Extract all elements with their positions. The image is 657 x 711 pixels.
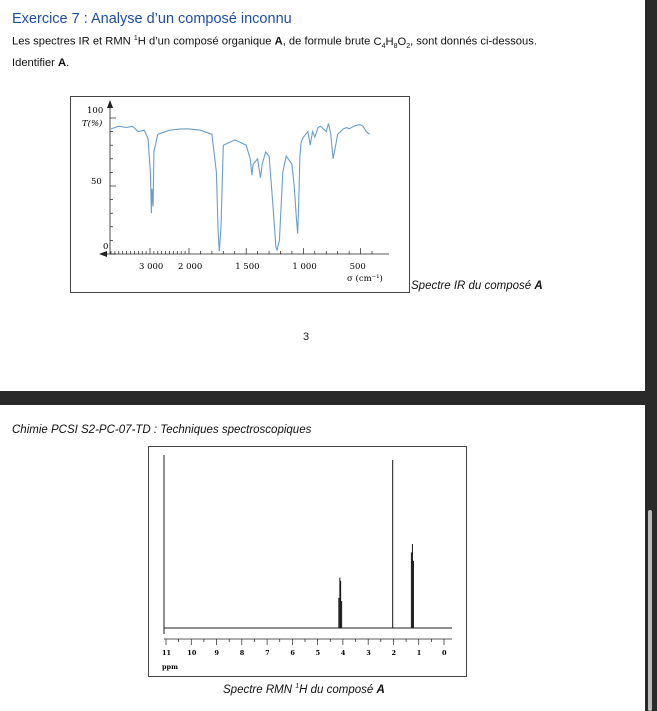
ir-transmittance-curve: [111, 123, 370, 251]
nmr-xtick-label: 1: [416, 649, 422, 657]
nmr-peaks: [339, 460, 414, 628]
nmr-xtick-label: 4: [340, 649, 346, 657]
molecular-formula: $C_4H_8O_2$: [373, 35, 411, 50]
intro-text: , de formule brute: [282, 35, 374, 48]
ir-xtick-label: 2 000: [178, 262, 203, 272]
intro-text: , sont donnés ci-dessous.: [410, 35, 537, 48]
intro-text: H d’un composé organique: [137, 35, 275, 48]
ir-y-axis-arrow: [107, 100, 113, 108]
nmr-xtick-label: 2: [391, 649, 397, 657]
ir-spectrum-figure: [70, 96, 410, 293]
nmr-xtick-label: 11: [162, 649, 172, 657]
nmr-xtick-label: 7: [265, 649, 270, 657]
ir-ylabel: T(%): [82, 119, 103, 129]
ir-xtick-label: 500: [349, 262, 366, 272]
nmr-xtick-label: 3: [366, 649, 371, 657]
nmr-xtick-label: 10: [187, 649, 197, 657]
ir-xlabel: σ (cm⁻¹): [347, 274, 383, 284]
nmr-x-ticks: [166, 639, 444, 645]
nmr-xlabel: ppm: [162, 663, 178, 671]
nmr-xtick-label: 0: [442, 649, 447, 657]
ir-xtick-label: 3 000: [139, 262, 164, 272]
document-page-2: [0, 405, 645, 711]
intro-superscript: 1: [133, 35, 138, 42]
ir-spectrum-chart: [71, 97, 409, 292]
nmr-spectrum-figure: [148, 446, 467, 677]
nmr-xtick-label: 6: [290, 649, 295, 657]
exercise-title: Exercice 7 : Analyse d’un composé inconnu: [12, 11, 292, 27]
exercise-statement: Les spectres IR et RMN $^1$H d’un composé organique A, de formule brute $C_4H_8O_2$, sont donnés ci-dessous. Identifier A.: [12, 35, 537, 69]
ir-x-ticks: [111, 248, 372, 254]
nmr-xtick-label: 8: [239, 649, 245, 657]
ir-ytick-100: 100: [87, 106, 104, 116]
ir-y-ticks: [110, 118, 116, 254]
vertical-scrollbar[interactable]: [648, 510, 652, 711]
intro-text: Les spectres IR et RMN: [12, 35, 134, 48]
ir-ytick-50: 50: [91, 177, 102, 187]
page-number: 3: [303, 331, 310, 343]
page-header: Chimie PCSI S2-PC-07-TD : Techniques spectroscopiques: [12, 424, 312, 436]
compound-label: A: [274, 35, 283, 48]
compound-label: A: [58, 56, 67, 69]
nmr-xtick-label: 5: [315, 649, 321, 657]
ir-ytick-0: 0: [103, 242, 109, 252]
nmr-spectrum-chart: [149, 447, 466, 676]
nmr-xtick-label: 9: [214, 649, 220, 657]
ir-xtick-label: 1 500: [235, 262, 260, 272]
ir-caption: Spectre IR du composé A: [411, 280, 543, 292]
ir-xtick-label: 1 000: [292, 262, 317, 272]
nmr-caption: Spectre RMN $^1$H du composé A: [223, 683, 385, 696]
instruction-text: Identifier: [12, 56, 59, 69]
